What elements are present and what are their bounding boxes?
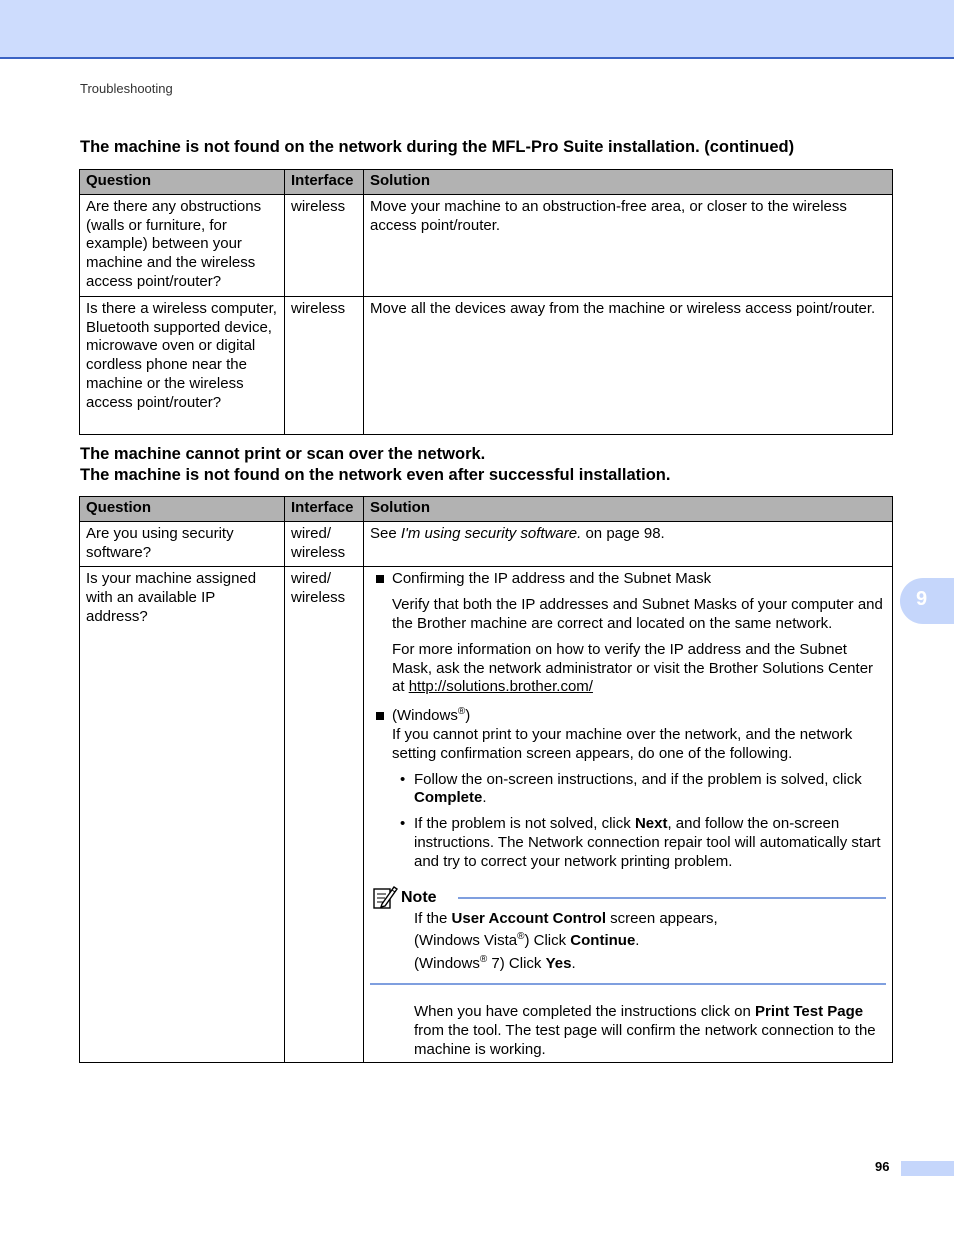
next-label: Next (634, 815, 668, 833)
table-header-row (80, 497, 893, 522)
note-text: screen appears, (605, 909, 718, 927)
note-text: (Windows (414, 955, 480, 973)
paragraph: Verify that both the IP addresses and Subnet Masks of your computer and the Brother machine are correct and located on the same network. (392, 596, 883, 632)
table-row (80, 194, 893, 296)
col-interface: Interface (285, 497, 364, 522)
uac-label: User Account Control (451, 909, 606, 927)
note-text: (Windows Vista (414, 932, 518, 950)
note-text: 7) Click (487, 955, 546, 973)
yes-label: Yes (545, 955, 572, 973)
bullet-dot-icon: • (400, 770, 406, 788)
note-end-divider (370, 983, 886, 985)
item-title: ) (465, 707, 471, 725)
note-body (370, 910, 886, 974)
note-pencil-icon (372, 884, 398, 916)
note-title: Note (401, 888, 437, 906)
question-cell: Is your machine assigned with an available IP address? (80, 567, 285, 1063)
page-reference[interactable]: I'm using security software. (400, 524, 582, 542)
note-text: If the (414, 909, 452, 927)
table-header-row (80, 170, 893, 195)
section-title-not-found: The machine is not found on the network even after successful installation. (80, 466, 671, 484)
square-bullet-icon (376, 575, 384, 583)
registered-mark: ® (517, 931, 525, 943)
paragraph (370, 641, 886, 697)
bullet-text: , and follow the on-screen instructions. The Network connection repair tool will automatically start and try to correct your network printing problem. (414, 815, 881, 870)
chapter-number: 9 (916, 588, 928, 610)
section-title-continued: The machine is not found on the network during the MFL-Pro Suite installation. (continued) (80, 138, 795, 156)
final-text: from the tool. The test page will confirm the network connection to the machine is working. (414, 1021, 876, 1058)
table-row (80, 296, 893, 434)
col-interface: Interface (285, 170, 364, 195)
continue-label: Continue (570, 932, 636, 950)
interface-cell: wireless (285, 296, 364, 434)
interface-cell: wired/ wireless (285, 567, 364, 1063)
interface-cell: wireless (285, 194, 364, 296)
list-item-ip-check (370, 570, 886, 589)
square-bullet-icon (376, 712, 384, 720)
registered-mark: ® (457, 706, 466, 718)
final-instruction (370, 1003, 886, 1059)
col-solution: Solution (364, 170, 893, 195)
note-text: . (571, 955, 576, 973)
note-line (414, 955, 886, 974)
section-title-print-scan: The machine cannot print or scan over the network. (80, 445, 486, 463)
bullet-text: If the problem is not solved, click (414, 815, 635, 833)
solutions-center-link[interactable]: http://solutions.brother.com/ (408, 678, 593, 696)
question-cell: Is there a wireless computer, Bluetooth supported device, microwave oven or digital cordless phone near the machine or the wireless access point/router? (80, 296, 285, 434)
table-row (80, 567, 893, 1063)
col-solution: Solution (364, 497, 893, 522)
note-header (370, 886, 886, 910)
solution-cell (364, 521, 893, 567)
paragraph-text: For more information on how to verify the IP address and the Subnet Mask, ask the network administrator or visit the Brother Solutions Center at (392, 640, 874, 696)
item-title: (Windows (392, 707, 458, 725)
table-row (80, 521, 893, 567)
page-number: 96 (875, 1159, 890, 1174)
solution-text: on page 98. (581, 524, 665, 542)
note-divider (458, 897, 886, 899)
col-question: Question (80, 497, 285, 522)
complete-label: Complete (414, 789, 483, 807)
solution-cell: Move all the devices away from the machine or wireless access point/router. (364, 296, 893, 434)
col-question: Question (80, 170, 285, 195)
note-text: ) Click (524, 932, 571, 950)
list-item-windows (370, 707, 886, 763)
question-cell: Are you using security software? (80, 521, 285, 567)
bullet-item (370, 815, 886, 871)
breadcrumb: Troubleshooting (80, 81, 173, 96)
solution-cell (364, 567, 893, 1063)
troubleshooting-table-1 (79, 169, 893, 435)
note-text: . (635, 932, 640, 950)
note-line (414, 932, 886, 951)
paragraph: If you cannot print to your machine over the network, and the network setting confirmation screen appears, do one of the following. (392, 725, 853, 762)
solution-cell: Move your machine to an obstruction-free area, or closer to the wireless access point/router. (364, 194, 893, 296)
solution-text: See (370, 524, 401, 542)
page-number-bar (901, 1161, 954, 1176)
bullet-text: . (482, 789, 487, 807)
header-band (0, 0, 954, 59)
troubleshooting-table-2 (79, 496, 893, 1063)
bullet-dot-icon: • (400, 815, 406, 833)
bullet-text: Follow the on-screen instructions, and if the problem is solved, click (414, 770, 862, 788)
note-line (414, 910, 886, 929)
interface-cell: wired/ wireless (285, 521, 364, 567)
bullet-item (370, 771, 886, 809)
final-text: When you have completed the instructions click on (414, 1002, 756, 1020)
question-cell: Are there any obstructions (walls or furniture, for example) between your machine and the wireless access point/router? (80, 194, 285, 296)
item-title: Confirming the IP address and the Subnet Mask (392, 570, 712, 588)
registered-mark: ® (479, 954, 488, 966)
print-test-page-label: Print Test Page (755, 1002, 864, 1020)
